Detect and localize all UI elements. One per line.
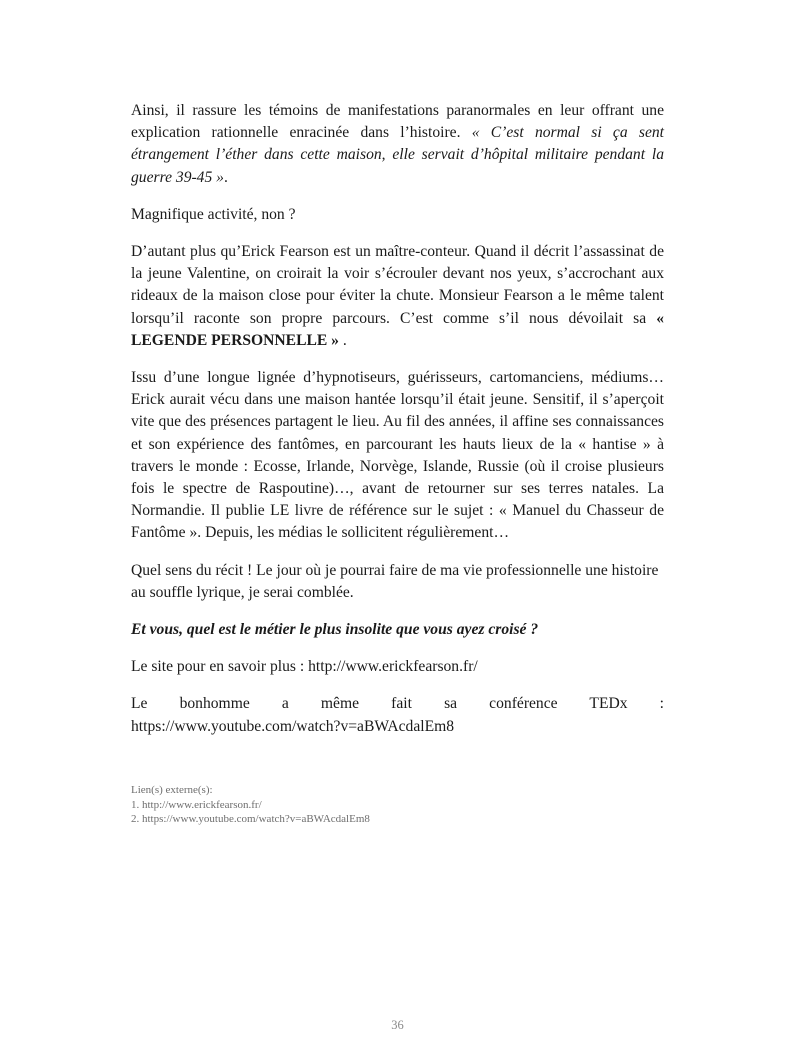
paragraph-website[interactable]: Le site pour en savoir plus : http://www.erickfearson.fr/	[131, 658, 478, 676]
paragraph-text: Ainsi, il rassure les témoins de manifestations paranormales en leur offrant une explication rationnelle enracinée dans l’histoire.	[131, 102, 664, 142]
page-number: 36	[391, 1018, 404, 1032]
paragraph-question: Et vous, quel est le métier le plus insolite que vous ayez croisé ?	[131, 621, 539, 639]
tedx-link[interactable]: https://www.youtube.com/watch?v=aBWAcdalEm8	[131, 717, 455, 735]
page-body	[131, 100, 664, 738]
bold-legend: « LEGENDE PERSONNELLE »	[131, 309, 664, 349]
paragraph-magnificent: Magnifique activité, non ?	[131, 205, 296, 223]
external-link-2[interactable]: 2. https://www.youtube.com/watch?v=aBWAcdalEm8	[131, 813, 370, 825]
paragraph-storyteller	[131, 241, 664, 352]
external-link-1[interactable]: 1. http://www.erickfearson.fr/	[131, 798, 262, 811]
paragraph-end: .	[338, 331, 347, 349]
external-links	[131, 783, 370, 827]
paragraph-lineage: Issu d’une longue lignée d’hypnotiseurs, guérisseurs, cartomanciens, médiums… Erick aurait vécu dans une maison hantée lorsqu’il était jeune. Sensitif, il s’aperçoit vite que des présences partagent le lieu. Au fil des années, il affine ses connaissances et son expérience des fantômes, en parcourant les hauts lieux de la « hantise » à travers le monde : Ecosse, Irlande, Norvège, Islande, Russie (où il croise plusieurs fois le spectre de Raspoutine)…, avant de retourner sur ses terres natales. La Normandie. Il publie LE livre de référence sur le sujet : « Manuel du Chasseur de Fantôme ». Depuis, les médias le sollicitent régulièrement…	[131, 369, 664, 542]
paragraph-end: .	[223, 168, 228, 186]
paragraph-narrative-sense: Quel sens du récit ! Le jour où je pourrai faire de ma vie professionnelle une histoire au souffle lyrique, je serai comblée.	[131, 561, 659, 601]
tedx-line: Le bonhomme a même fait sa conférence TEDx :	[131, 695, 664, 713]
external-links-heading: Lien(s) externe(s):	[131, 784, 213, 796]
paragraph-text: D’autant plus qu’Erick Fearson est un maître-conteur. Quand il décrit l’assassinat de la jeune Valentine, on croirait la voir s’écrouler devant nos yeux, s’accrochant aux rideaux de la maison close pour éviter la chute. Monsieur Fearson a le même talent lorsqu’il raconte son propre parcours. C’est comme s’il nous dévoilait sa	[131, 243, 664, 327]
paragraph-tedx	[131, 693, 664, 737]
paragraph-rational-explanation	[131, 100, 664, 189]
italic-quote: « C’est normal si ça sent étrangement l’éther dans cette maison, elle servait d’hôpital militaire pendant la guerre 39-45 »	[131, 124, 664, 186]
